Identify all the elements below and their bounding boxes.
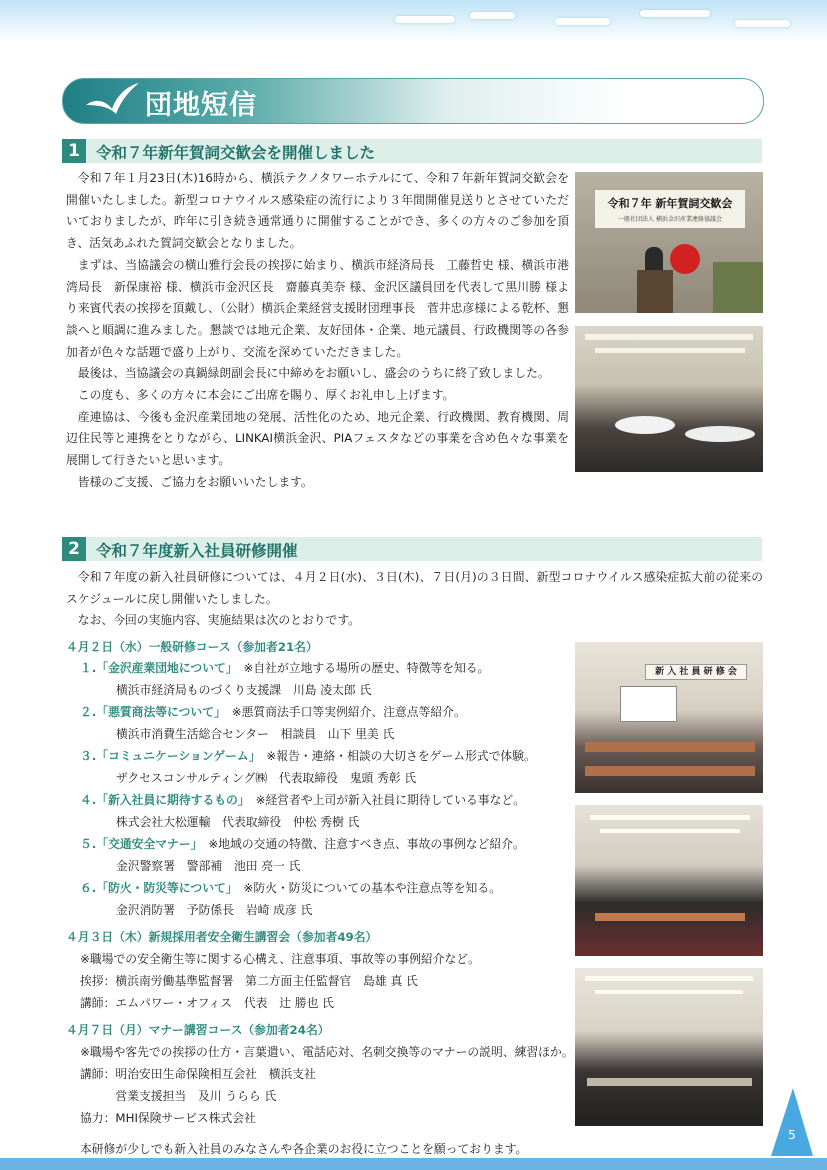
course-heading: ４月３日（木）新規採用者安全衛生講習会（参加者49名） — [66, 930, 378, 944]
event-sign-org: 一般社団法人 横浜金沢産業連絡協議会 — [618, 216, 722, 223]
item-desc: ※経営者や上司が新入社員に期待している事など。 — [255, 793, 525, 807]
banquet-hall-photo — [575, 326, 763, 472]
section-2-intro — [66, 567, 763, 632]
item-speaker: 株式会社大松運輸 代表取締役 仲松 秀樹 氏 — [116, 815, 360, 829]
lecture-photo — [575, 968, 763, 1126]
section-title: 令和７年度新入社員研修開催 — [96, 542, 298, 560]
page-banner — [62, 78, 764, 124]
section-title: 令和７年新年賀詞交歓会を開催しました — [96, 144, 376, 162]
course-line: 挨拶：横浜南労働基準監督署 第二方面主任監督官 島雄 真 氏 — [80, 974, 418, 988]
paragraph: 産連協は、今後も金沢産業団地の発展、活性化のため、地元企業、行政機関、教育機関、周辺住民等と連携をとりながら、LINKAI横浜金沢、PIAフェスタなどの事業を含め色々な事業を展開して行きたいと思います。 — [66, 409, 569, 468]
item-desc: ※防火・防災についての基本や注意点等を知る。 — [243, 881, 501, 895]
cloud-shape — [470, 12, 515, 19]
course-heading: ４月２日（水）一般研修コース（参加者21名） — [66, 640, 318, 654]
course-item — [80, 835, 525, 852]
ceiling-light — [590, 815, 750, 820]
section-1-body — [66, 168, 569, 494]
page-title: 団地短信 — [145, 90, 257, 121]
course-item — [80, 747, 536, 764]
desk-row — [587, 1078, 752, 1086]
ceiling-light — [595, 990, 743, 994]
item-label: ３.「コミュニケーションゲーム」 — [80, 749, 255, 763]
event-sign — [595, 190, 745, 228]
item-speaker: 金沢警察署 警部補 池田 亮一 氏 — [116, 859, 301, 873]
ceiling-light — [595, 348, 745, 353]
item-label: ６.「防火・防災等について」 — [80, 881, 232, 895]
paragraph: 皆様のご支援、ご協力をお願いいたします。 — [77, 474, 313, 489]
course-line: 講師：明治安田生命保険相互会社 横浜支社 — [80, 1067, 316, 1081]
item-speaker: 横浜市経済局ものづくり支援課 川島 凌太郎 氏 — [116, 683, 372, 697]
item-label: １.「金沢産業団地について」 — [80, 661, 232, 675]
round-table — [685, 426, 755, 442]
item-label: ２.「悪質商法等について」 — [80, 705, 220, 719]
item-desc: ※報告・連絡・相談の大切さをゲーム形式で体験。 — [266, 749, 536, 763]
sail-icon — [769, 1084, 815, 1158]
paragraph: なお、今回の実施内容、実施結果は次のとおりです。 — [77, 613, 360, 628]
page-number: 5 — [788, 1128, 796, 1142]
course-item — [80, 791, 525, 808]
cloud-shape — [640, 10, 710, 17]
section-2-heading — [62, 537, 762, 561]
item-desc: ※地域の交通の特徴、注意すべき点、事故の事例など紹介。 — [208, 837, 525, 851]
paragraph: この度も、多くの方々に本会にご出席を賜り、厚くお礼申し上げます。 — [77, 388, 455, 403]
seminar-room-photo — [575, 642, 763, 793]
page-number-badge — [769, 1084, 815, 1158]
item-speaker: 金沢消防署 予防係長 岩崎 成彦 氏 — [116, 903, 313, 917]
ceiling-light — [585, 976, 753, 981]
course-line: ※職場や客先での挨拶の仕方・言葉遣い、電話応対、名刺交換等のマナーの説明、練習ほか。 — [80, 1045, 574, 1059]
seagull-icon — [83, 81, 141, 121]
closing-text: 本研修が少しでも新入社員のみなさんや各企業のお役に立つことを願っております。 — [80, 1142, 528, 1156]
classroom-photo — [575, 805, 763, 956]
event-sign-title: 令和７年 新年賀詞交歓会 — [607, 197, 733, 210]
desk-row — [585, 766, 755, 776]
footer-band — [0, 1158, 827, 1170]
item-speaker: ザクセスコンサルティング㈱ 代表取締役 鬼頭 秀彰 氏 — [116, 771, 417, 785]
course-item — [80, 703, 466, 720]
course-line: 協力：MHI保険サービス株式会社 — [80, 1111, 256, 1125]
paragraph: 令和７年１月23日(木)16時から、横浜テクノタワーホテルにて、令和７年新年賀詞交歓会を開催いたしました。新型コロナウイルス感染症の流行により３年間開催見送りとさせていただいておりましたが、昨年に引き続き通常通りに開催することができ、多くの方々のご参加を頂き、活気あふれた賀詞交歓会となりました。 — [66, 171, 569, 251]
cloud-shape — [395, 16, 455, 23]
ceiling-light — [585, 334, 753, 340]
paragraph: 令和７年度の新入社員研修については、４月２日(水)、３日(木)、７日(月)の３日間、新型コロナウイルス感染症拡大前の従来のスケジュールに戻し開催いたしました。 — [66, 570, 763, 606]
round-table — [615, 416, 675, 434]
seminar-sign: 新 入 社 員 研 修 会 — [645, 664, 747, 680]
section-1-heading — [62, 139, 762, 163]
desk-row — [595, 913, 745, 921]
top-sky-band — [0, 0, 827, 42]
course-line: 営業支援担当 及川 うらら 氏 — [80, 1089, 277, 1103]
section-number: 2 — [62, 537, 86, 561]
item-label: ４.「新入社員に期待するもの」 — [80, 793, 244, 807]
new-year-party-photo — [575, 172, 763, 313]
section-number: 1 — [62, 139, 86, 163]
flowers — [713, 262, 763, 313]
item-desc: ※自社が立地する場所の歴史、特徴等を知る。 — [243, 661, 490, 675]
item-desc: ※悪質商法手口等実例紹介、注意点等紹介。 — [231, 705, 466, 719]
flag-circle — [670, 244, 700, 274]
course-line: 講師：エムパワー・オフィス 代表 辻 勝也 氏 — [80, 996, 334, 1010]
course-heading: ４月７日（月）マナー講習コース（参加者24名） — [66, 1023, 330, 1037]
paragraph: まずは、当協議会の横山雅行会長の挨拶に始まり、横浜市経済局長 工藤哲史 様、横浜市港湾局長 新保康裕 様、横浜市金沢区長 齋藤真美奈 様、金沢区議員団を代表して黒川勝 様より来賓代表の挨拶を頂戴し、（公財）横浜企業経営支援財団理事長 菅井忠彦様による乾杯、懇談へと順調に進みました。懇談では地元企業、友好団体・企業、地元議員、行政機関等の各参加者が色々な話題で盛り上がり、交流を深めていただきました。 — [66, 257, 569, 359]
cloud-shape — [735, 20, 790, 27]
ceiling-light — [600, 829, 740, 833]
projector-screen — [620, 686, 677, 722]
podium — [637, 270, 673, 313]
cloud-shape — [555, 18, 610, 25]
item-speaker: 横浜市消費生活総合センター 相談員 山下 里美 氏 — [116, 727, 395, 741]
paragraph: 最後は、当協議会の真鍋緑朗副会長に中締めをお願いし、盛会のうちに終了致しました。 — [77, 366, 550, 381]
course-item — [80, 879, 501, 896]
course-line: ※職場での安全衛生等に関する心構え、注意事項、事故等の事例紹介など。 — [80, 952, 480, 966]
course-item — [80, 659, 489, 676]
desk-row — [585, 742, 755, 752]
item-label: ５.「交通安全マナー」 — [80, 837, 197, 851]
